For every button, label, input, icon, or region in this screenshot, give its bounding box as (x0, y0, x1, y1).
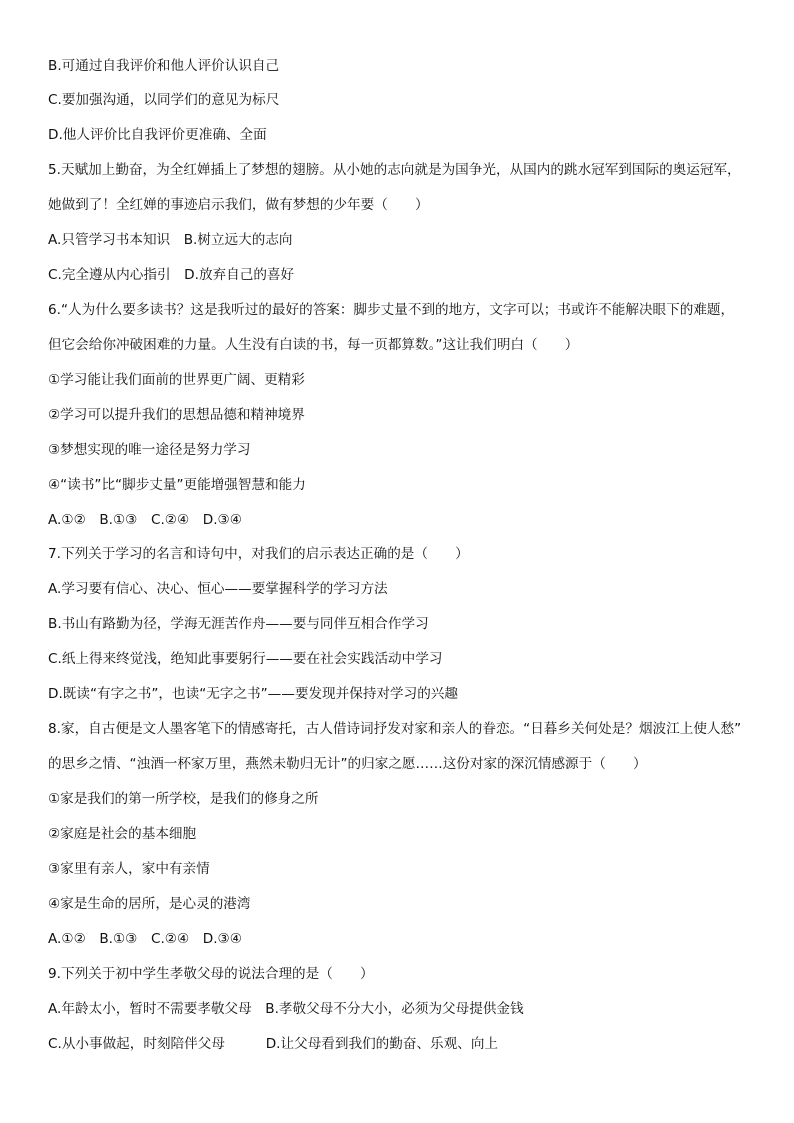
question-8-statement-4: ④家是生命的居所，是心灵的港湾 (48, 896, 251, 912)
question-5-stem-line2: 她做到了！全红婵的事迹启示我们，做有梦想的少年要（ ） (48, 197, 429, 213)
question-8-statement-3: ③家里有亲人，家中有亲情 (48, 861, 210, 877)
question-7-option-b: B.书山有路勤为径，学海无涯苦作舟——要与同伴互相合作学习 (48, 616, 429, 632)
option-4d: D.他人评价比自我评价更准确、全面 (48, 127, 267, 143)
question-7-option-d: D.既读“有字之书”，也读“无字之书”——要发现并保持对学习的兴趣 (48, 686, 458, 702)
question-7-stem: 7.下列关于学习的名言和诗句中，对我们的启示表达正确的是（ ） (48, 546, 469, 562)
question-5-options-cd: C.完全遵从内心指引 D.放弃自己的喜好 (48, 267, 295, 283)
question-5-options-ab: A.只管学习书本知识 B.树立远大的志向 (48, 232, 293, 248)
question-7-option-a: A.学习要有信心、决心、恒心——要掌握科学的学习方法 (48, 581, 388, 597)
question-6-statement-3: ③梦想实现的唯一途径是努力学习 (48, 442, 251, 458)
question-8-options: A.①② B.①③ C.②④ D.③④ (48, 931, 242, 947)
question-8-stem-line2: 的思乡之情、“浊酒一杯家万里，燕然未勒归无计”的归家之愿……这份对家的深沉情感源于（ ） (48, 756, 647, 772)
question-7-option-c: C.纸上得来终觉浅，绝知此事要躬行——要在社会实践活动中学习 (48, 651, 443, 667)
option-4b: B.可通过自我评价和他人评价认识自己 (48, 58, 280, 74)
question-6-options: A.①② B.①③ C.②④ D.③④ (48, 512, 242, 528)
question-8-stem-line1: 8.家，自古便是文人墨客笔下的情感寄托，古人借诗词抒发对家和亲人的眷恋。“日暮乡关何处是？烟波江上使人愁” (48, 721, 742, 737)
question-8-statement-1: ①家是我们的第一所学校，是我们的修身之所 (48, 791, 319, 807)
question-9-options-ab: A.年龄太小，暂时不需要孝敬父母 B.孝敬父母不分大小，必须为父母提供金钱 (48, 1001, 524, 1017)
question-5-stem-line1: 5.天赋加上勤奋，为全红婵插上了梦想的翅膀。从小她的志向就是为国争光，从国内的跳水冠军到国际的奥运冠军， (48, 162, 741, 178)
question-6-stem-line1: 6.“人为什么要多读书？这是我听过的最好的答案：脚步丈量不到的地方，文字可以；书或许不能解决眼下的难题， (48, 302, 735, 318)
option-4c: C.要加强沟通，以同学们的意见为标尺 (48, 92, 280, 108)
question-9-options-cd: C.从小事做起，时刻陪伴父母 D.让父母看到我们的勤奋、乐观、向上 (48, 1036, 499, 1052)
question-9-stem: 9.下列关于初中学生孝敬父母的说法合理的是（ ） (48, 966, 374, 982)
question-6-stem-line2: 但它会给你冲破困难的力量。人生没有白读的书，每一页都算数。”这让我们明白（ ） (48, 337, 579, 353)
question-6-statement-1: ①学习能让我们面前的世界更广阔、更精彩 (48, 372, 305, 388)
question-8-statement-2: ②家庭是社会的基本细胞 (48, 826, 197, 842)
question-6-statement-2: ②学习可以提升我们的思想品德和精神境界 (48, 407, 305, 423)
question-6-statement-4: ④“读书”比“脚步丈量”更能增强智慧和能力 (48, 477, 306, 493)
